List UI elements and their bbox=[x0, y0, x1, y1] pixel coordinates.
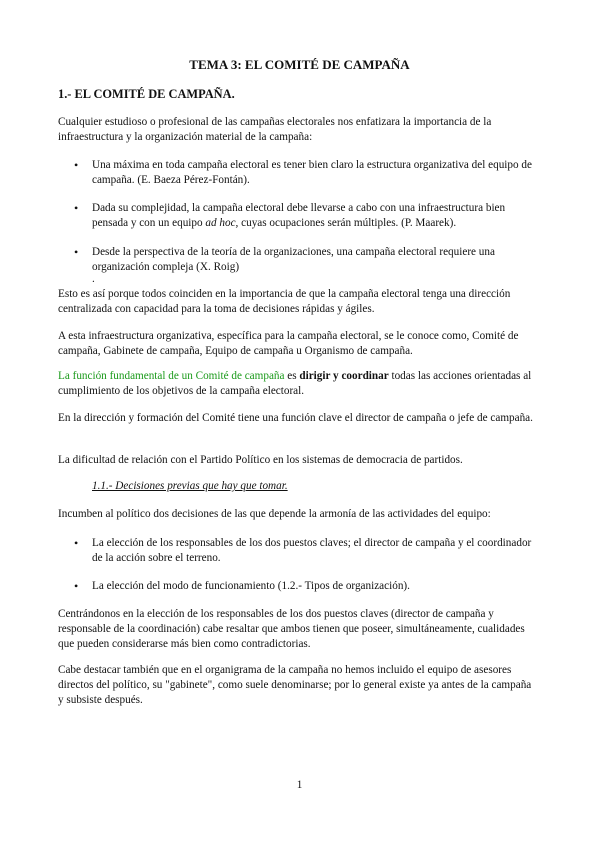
paragraph-centrandonos: Centrándonos en la elección de los responsables de los dos puestos claves (director de campaña y responsable de la coordinación) cabe resaltar que ambos tienen que poseer, simultáneamente, cualidades que pueden considerarse más bien como contradictorias. bbox=[58, 608, 525, 650]
paragraph-dificultad: La dificultad de relación con el Partido Político en los sistemas de democracia de partidos. bbox=[58, 454, 463, 466]
paragraph-funcion bbox=[58, 369, 536, 399]
bullet-marker: • bbox=[74, 579, 79, 593]
list-item-text: cuyas ocupaciones serán múltiples. (P. Maarek). bbox=[238, 217, 457, 229]
bullet-marker: • bbox=[74, 245, 79, 259]
paragraph-infraestructura: A esta infraestructura organizativa, específica para la campaña electoral, se le conoce como, Comité de campaña, Gabinete de campaña, Equipo de campaña u Organismo de campaña. bbox=[58, 330, 519, 357]
paragraph-text: todas las acciones orientadas al cumplimiento de los objetivos de la campaña electoral. bbox=[58, 370, 532, 397]
paragraph-incumben: Incumben al político dos decisiones de las que depende la armonía de las actividades del equipo: bbox=[58, 508, 491, 520]
intro-paragraph: Cualquier estudioso o profesional de las campañas electorales nos enfatizara la importancia de la infraestructura y la organización material de la campaña: bbox=[58, 116, 492, 143]
bullet-marker: • bbox=[74, 536, 79, 550]
subsection-heading: 1.1.- Decisiones previas que hay que tomar. bbox=[92, 480, 288, 492]
list-item bbox=[92, 201, 536, 231]
page-title: TEMA 3: EL COMITÉ DE CAMPAÑA bbox=[189, 57, 410, 72]
bold-phrase: dirigir y coordinar bbox=[299, 370, 389, 382]
list-item: Desde la perspectiva de la teoría de la organizaciones, una campaña electoral requiere una organización compleja (X. Roig) bbox=[92, 246, 495, 273]
list-item-text: Dada su complejidad, la campaña electoral debe llevarse a cabo con una infraestructura bien pensada y con un equipo bbox=[92, 202, 506, 229]
list-item-italic: ad hoc, bbox=[205, 217, 239, 229]
paragraph-coinciden: Esto es así porque todos coinciden en la importancia de que la campaña electoral tenga una dirección centralizada con capacidad para la toma de decisiones rápidas y ágiles. bbox=[58, 288, 511, 315]
bullet-marker: • bbox=[74, 201, 79, 215]
list-item: La elección de los responsables de los dos puestos claves; el director de campaña y el coordinador de la acción sobre el terreno. bbox=[92, 537, 532, 564]
list-item: Una máxima en toda campaña electoral es tener bien claro la estructura organizativa del equipo de campaña. (E. Baeza Pérez-Fontán). bbox=[92, 159, 532, 186]
paragraph-text: es bbox=[284, 370, 300, 382]
page-number: 1 bbox=[296, 779, 303, 791]
paragraph-director: En la dirección y formación del Comité tiene una función clave el director de campaña o jefe de campaña. bbox=[58, 412, 533, 424]
list-item: La elección del modo de funcionamiento (1.2.- Tipos de organización). bbox=[92, 580, 410, 592]
bullet-marker: • bbox=[74, 158, 79, 172]
section-heading: 1.- EL COMITÉ DE CAMPAÑA. bbox=[58, 87, 235, 101]
highlighted-phrase: La función fundamental de un Comité de campaña bbox=[58, 370, 285, 382]
stray-dot: . bbox=[92, 273, 95, 285]
paragraph-cabe: Cabe destacar también que en el organigrama de la campaña no hemos incluido el equipo de asesores directos del político, su "gabinete", como suele denominarse; por lo general existe ya antes de la campaña y subsiste después. bbox=[58, 664, 532, 706]
